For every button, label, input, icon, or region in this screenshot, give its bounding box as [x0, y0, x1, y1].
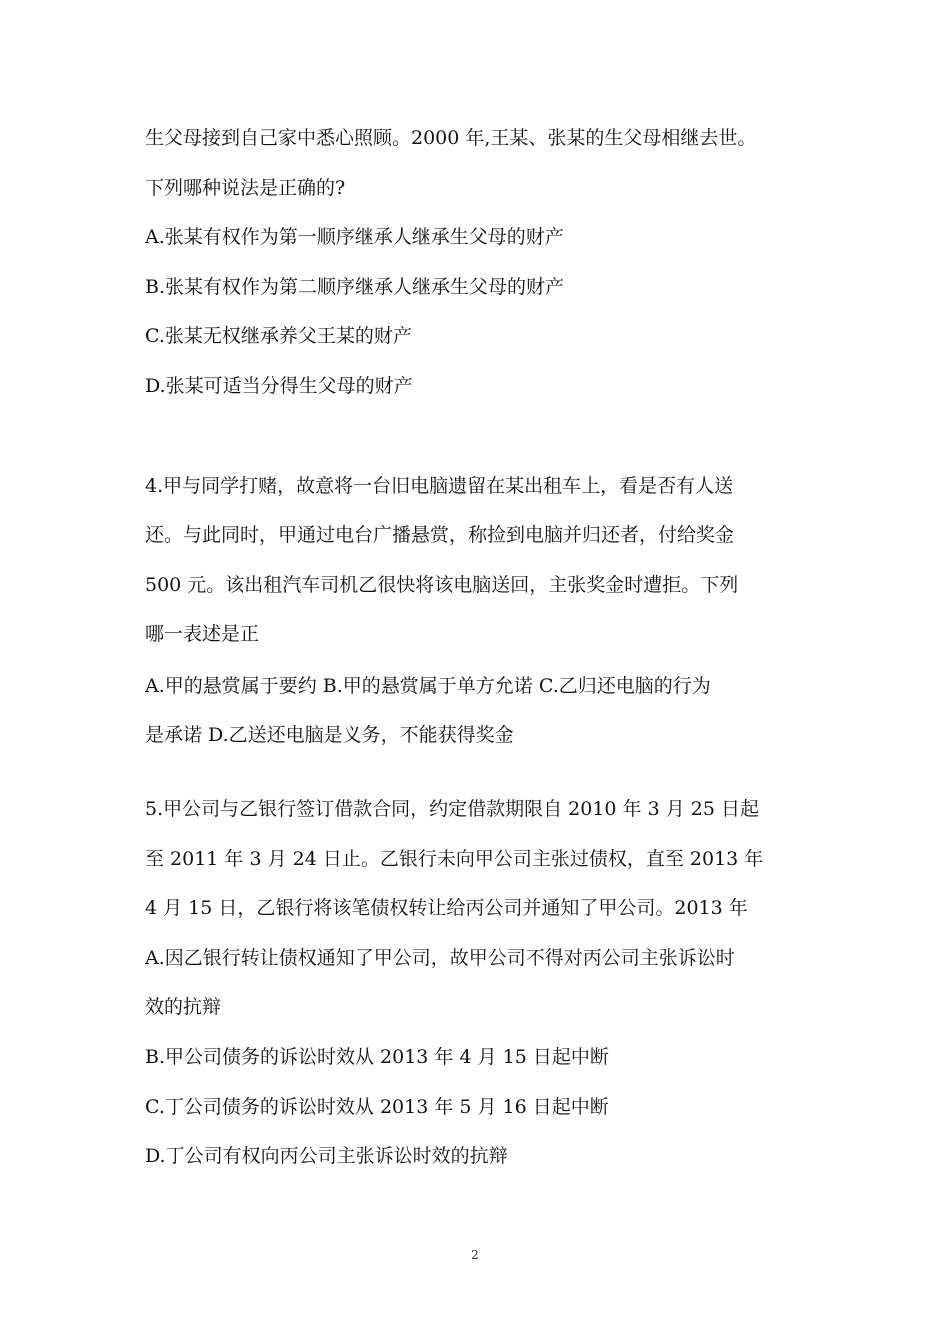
question-3-option-a: A.张某有权作为第一顺序继承人继承生父母的财产 [145, 226, 564, 248]
question-3-option-b: B.张某有权作为第二顺序继承人继承生父母的财产 [145, 276, 565, 298]
question-4-text-line-2: 还。与此同时，甲通过电台广播悬赏，称捡到电脑并归还者，付给奖金 [145, 524, 735, 546]
question-5-option-c: C.丁公司债务的诉讼时效从 2013 年 5 月 16 日起中断 [145, 1096, 609, 1118]
question-5-text-line-3: 4 月 15 日，乙银行将该笔债权转让给丙公司并通知了甲公司。2013 年 [145, 897, 748, 919]
question-4-options-line-1: A.甲的悬赏属于要约 B.甲的悬赏属于单方允诺 C.乙归还电脑的行为 [145, 675, 711, 697]
question-5-text-line-1: 5.甲公司与乙银行签订借款合同，约定借款期限自 2010 年 3 月 25 日起 [145, 798, 759, 820]
question-4-text-line-3: 500 元。该出租汽车司机乙很快将该电脑送回，主张奖金时遭拒。下列 [145, 574, 739, 596]
question-3-option-c: C.张某无权继承养父王某的财产 [145, 325, 412, 347]
question-5-option-a-line-1: A.因乙银行转让债权通知了甲公司，故甲公司不得对丙公司主张诉讼时 [145, 947, 735, 969]
question-3-option-d: D.张某可适当分得生父母的财产 [145, 375, 413, 397]
question-5-option-b: B.甲公司债务的诉讼时效从 2013 年 4 月 15 日起中断 [145, 1046, 609, 1068]
question-4-text-line-4: 哪一表述是正 [145, 623, 260, 645]
question-5-option-a-line-2: 效的抗辩 [145, 996, 222, 1018]
question-5-text-line-2: 至 2011 年 3 月 24 日止。乙银行未向甲公司主张过债权，直至 2013 年 [145, 848, 764, 870]
question-3-text-line-2: 下列哪种说法是正确的? [145, 177, 346, 199]
page-number: 2 [471, 1248, 479, 1262]
question-5-option-d: D.丁公司有权向丙公司主张诉讼时效的抗辩 [145, 1145, 508, 1167]
question-4-options-line-2: 是承诺 D.乙送还电脑是义务，不能获得奖金 [145, 724, 514, 746]
question-3-text-line-1: 生父母接到自己家中悉心照顾。2000 年,王某、张某的生父母相继去世。 [145, 127, 757, 149]
question-4-text-line-1: 4.甲与同学打赌，故意将一台旧电脑遗留在某出租车上，看是否有人送 [145, 475, 734, 497]
